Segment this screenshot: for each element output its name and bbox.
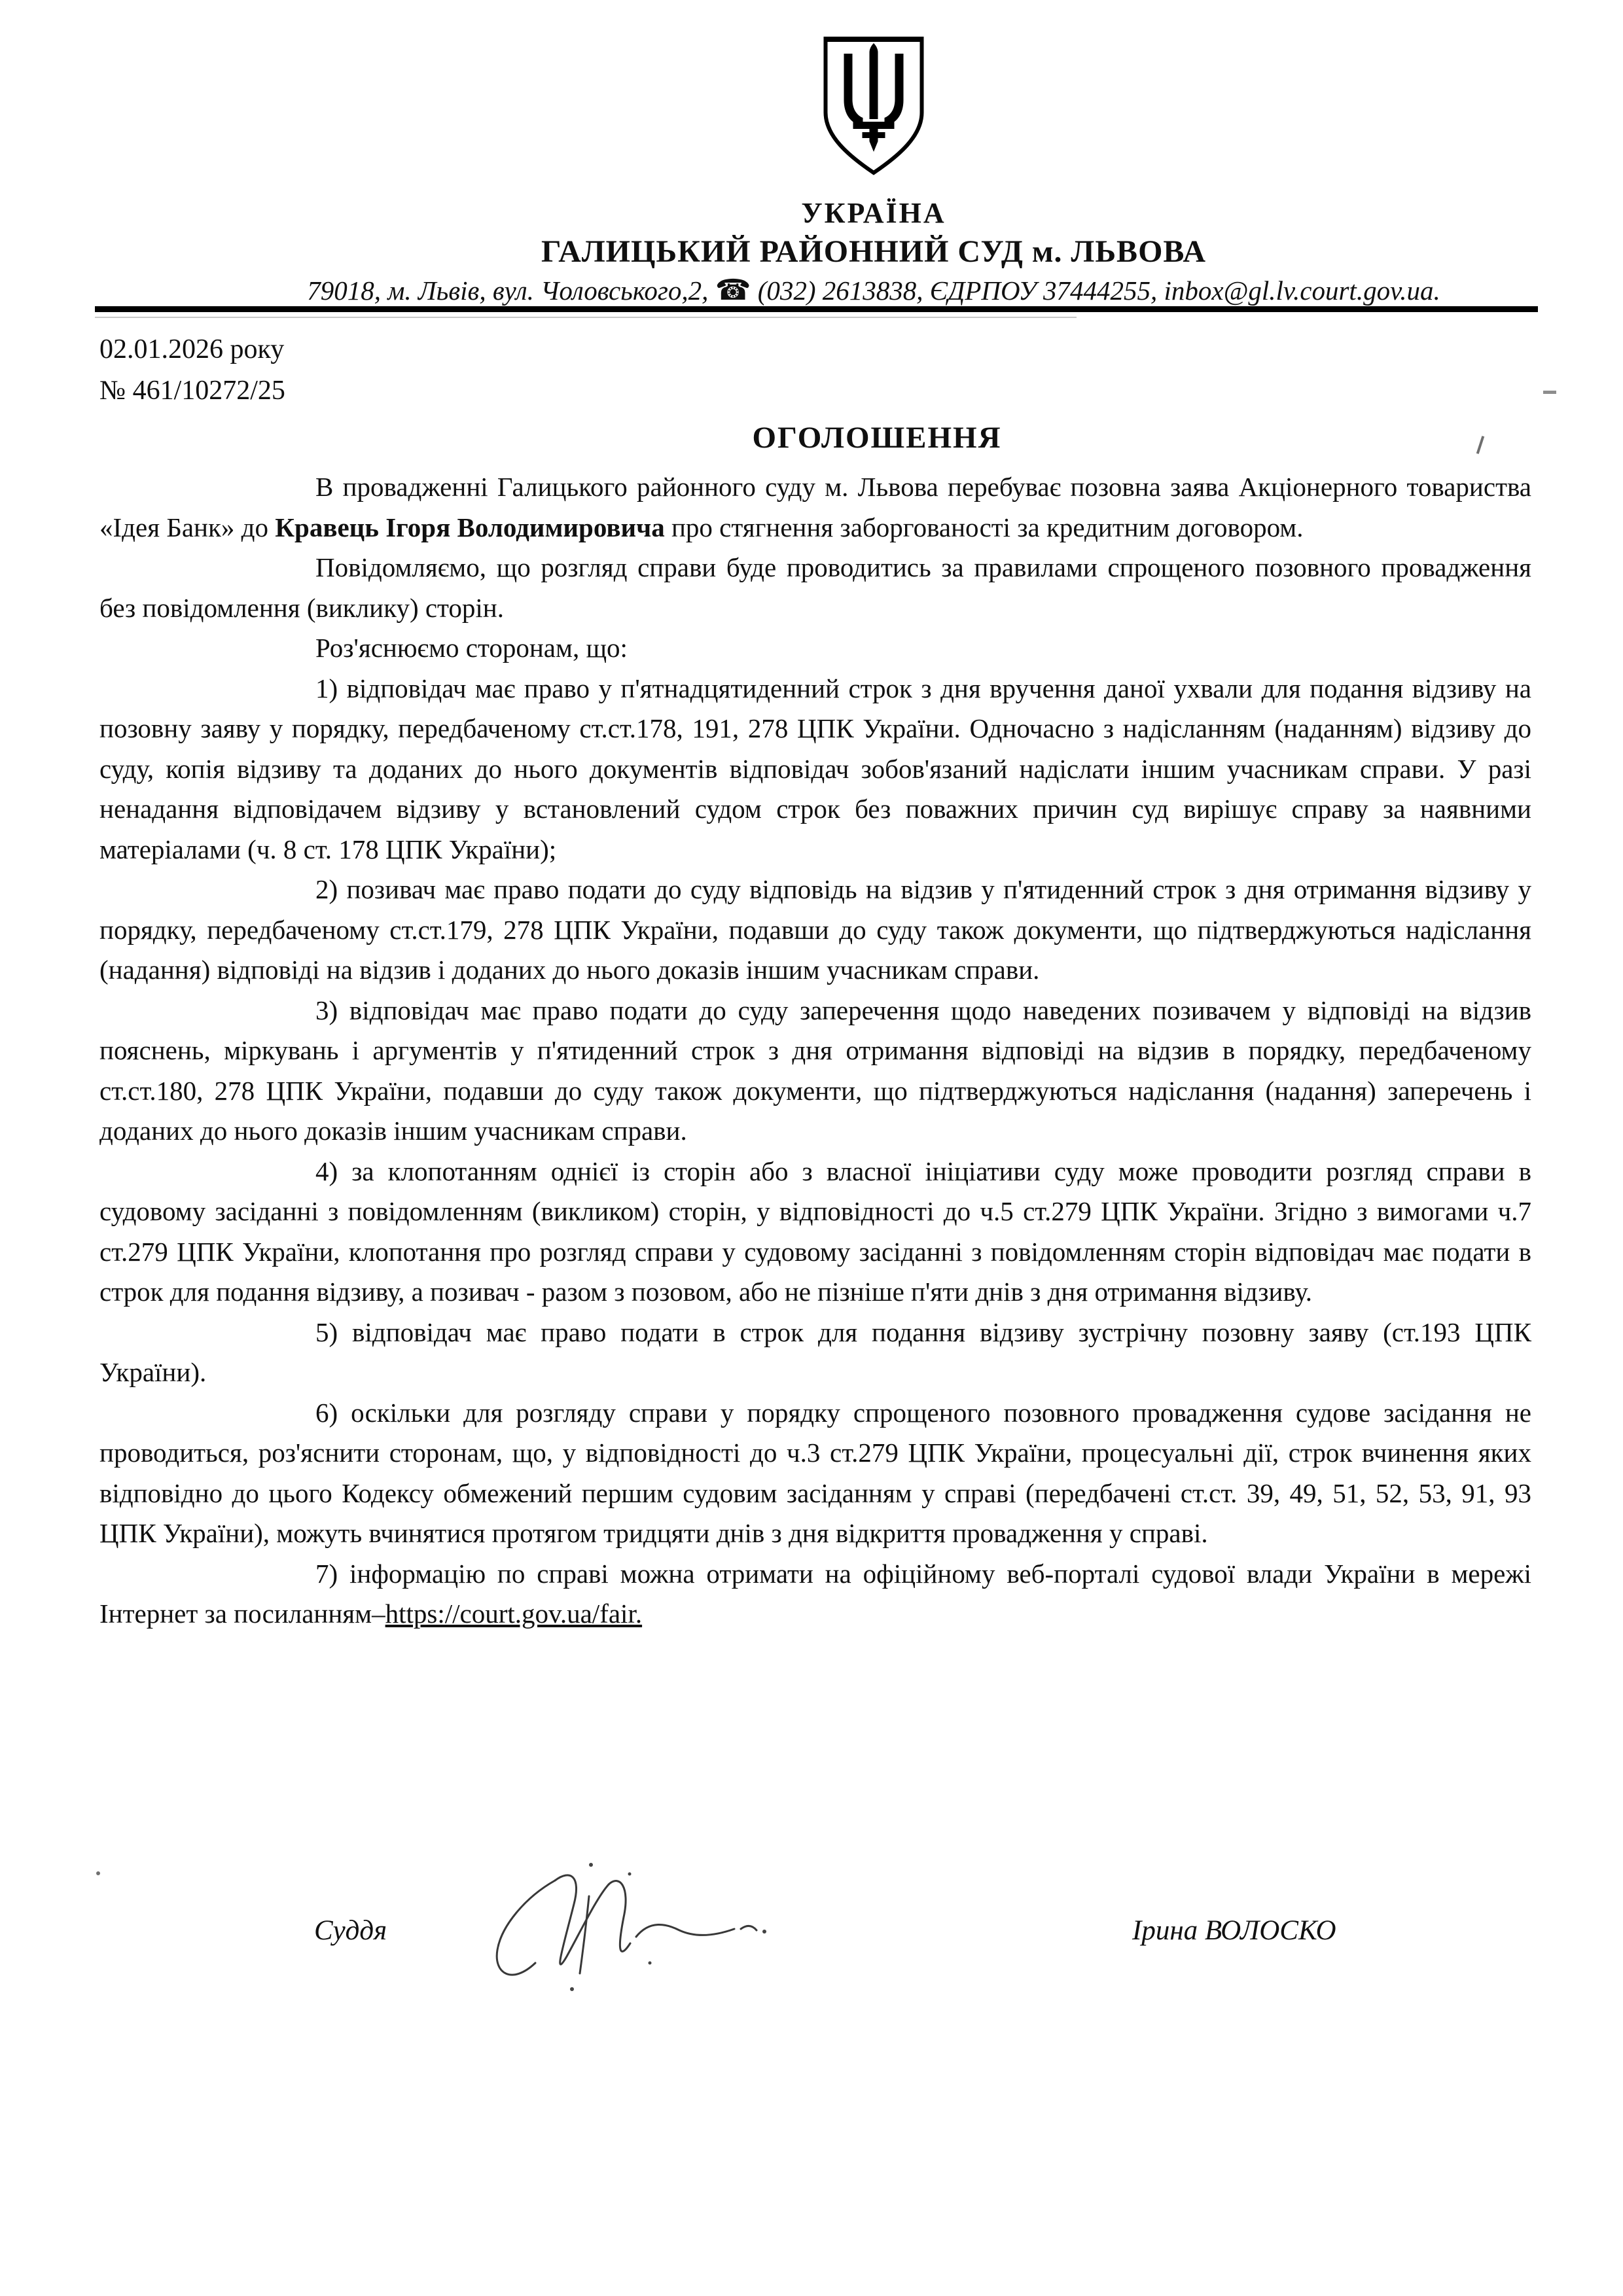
country-name: УКРАЇНА — [801, 197, 946, 229]
body-paragraph-3 — [99, 628, 1531, 669]
address-part2: (032) 2613838, ЄДРПОУ 37444255, inbox@gl.lv.court.gov.ua. — [751, 275, 1440, 306]
document-date: 02.01.2026 року — [99, 334, 285, 364]
judge-label: Суддя — [314, 1915, 387, 1946]
body-paragraph-9 — [99, 1393, 1531, 1554]
text-run: 2) позивач має право подати до суду відповідь на відзив у п'ятиденний строк з дня отримання відзиву у порядку, передбаченому ст.ст.179, 278 ЦПК України, подавши до суду також документи, що підтверджуються надіслання (надання) відповіді на відзив і доданих до нього доказів іншим учасникам справи. — [99, 874, 1531, 985]
text-run: 1) відповідач має право у п'ятнадцятиденний строк з дня вручення даної ухвали для подання відзиву на позовну заяву у порядку, передбаченому ст.ст.178, 191, 278 ЦПК України. Одночасно з надісланням (наданням) відзиву до суду, копія відзиву та доданих до нього документів відповідач зобов'язаний надіслати іншим учасникам справи. У разі ненадання відповідачем відзиву у встановлений судом строк без поважних причин суд вирішує справу за наявними матеріалами (ч. 8 ст. 178 ЦПК України); — [99, 673, 1531, 864]
body-paragraph-2 — [99, 548, 1531, 628]
text-run: 5) відповідач має право подати в строк для подання відзиву зустрічну позовну заяву (ст.193 ЦПК України). — [99, 1316, 1531, 1387]
document-title: ОГОЛОШЕННЯ — [752, 421, 1002, 455]
body-paragraph-6 — [99, 991, 1531, 1152]
text-run: 3) відповідач має право подати до суду заперечення щодо наведених позивачем у відповіді на відзив пояснень, міркувань і аргументів у п'ятиденний строк з дня отримання відповіді на відзив в порядку, передбаченому ст.ст.180, 278 ЦПК України, подавши до суду також документи, що підтверджуються надіслання (надання) заперечень і доданих до нього доказів іншим учасникам справи. — [99, 995, 1531, 1146]
body-paragraph-5 — [99, 870, 1531, 991]
header-divider — [95, 306, 1538, 312]
phone-icon: ☎ — [715, 274, 751, 306]
text-run: 7) інформацію по справі можна отримати на офіційному веб-порталі судової влади України в мережі Інтернет за посиланням– — [99, 1558, 1531, 1629]
scan-artifact — [1543, 391, 1556, 394]
text-run: 6) оскільки для розгляду справи у порядку спрощеного позовного провадження судове засідання не проводиться, роз'яснити сторонам, що, у відповідності до ч.3 ст.279 ЦПК України, процесуальні дії, строк вчинення яких відповідно до цього Кодексу обмежений першим судовим засіданням у справі (передбачені ст.ст. 39, 49, 51, 52, 53, 91, 93 ЦПК України), можуть вчинятися протягом тридцяти днів з дня відкриття провадження у справі. — [99, 1397, 1531, 1548]
text-run: В провадженні Галицького районного суду м. Львова перебуває позовна заява Акціонерного товариства «Ідея Банк» до — [99, 472, 1531, 542]
judge-name: Ірина ВОЛОСКО — [1132, 1915, 1336, 1946]
body-paragraph-8 — [99, 1313, 1531, 1393]
court-address — [124, 274, 1623, 307]
case-number: № 461/10272/25 — [99, 376, 285, 406]
scan-artifact — [96, 1871, 100, 1875]
document-meta — [99, 329, 285, 412]
text-run: Повідомляємо, що розгляд справи буде проводитись за правилами спрощеного позовного провадження без повідомлення (виклику) сторін. — [99, 552, 1531, 623]
body-paragraph-10 — [99, 1554, 1531, 1634]
text-run: про стягнення заборгованості за кредитним договором. — [664, 512, 1304, 542]
court-name: ГАЛИЦЬКИЙ РАЙОННИЙ СУД м. ЛЬВОВА — [541, 234, 1207, 269]
text-run: 4) за клопотанням однієї із сторін або з власної ініціативи суду може проводити розгляд справи в судовому засіданні з повідомленням (викликом) сторін, у відповідності до ч.5 ст.279 ЦПК України. Згідно з вимогами ч.7 ст.279 ЦПК України, клопотання про розгляд справи у судовому засіданні з повідомленням сторін відповідач має подати в строк для подання відзиву, а позивач - разом з позовом, або не пізніше п'яти днів з дня отримання відзиву. — [99, 1156, 1531, 1307]
body-paragraph-4 — [99, 669, 1531, 870]
text-run: Кравець Ігоря Володимировича — [275, 512, 665, 542]
body-paragraph-1 — [99, 467, 1531, 548]
body-paragraph-7 — [99, 1152, 1531, 1313]
document-body — [99, 467, 1531, 1634]
document-header — [0, 34, 1623, 307]
handwritten-signature-icon — [432, 1857, 929, 2014]
header-divider-scan-ghost — [95, 317, 1077, 318]
case-info-url: https://court.gov.ua/fair. — [385, 1598, 643, 1629]
text-run: Роз'яснюємо сторонам, що: — [315, 633, 628, 663]
address-part1: 79018, м. Львів, вул. Чоловського,2, — [307, 275, 715, 306]
ukraine-trident-emblem — [816, 34, 931, 191]
